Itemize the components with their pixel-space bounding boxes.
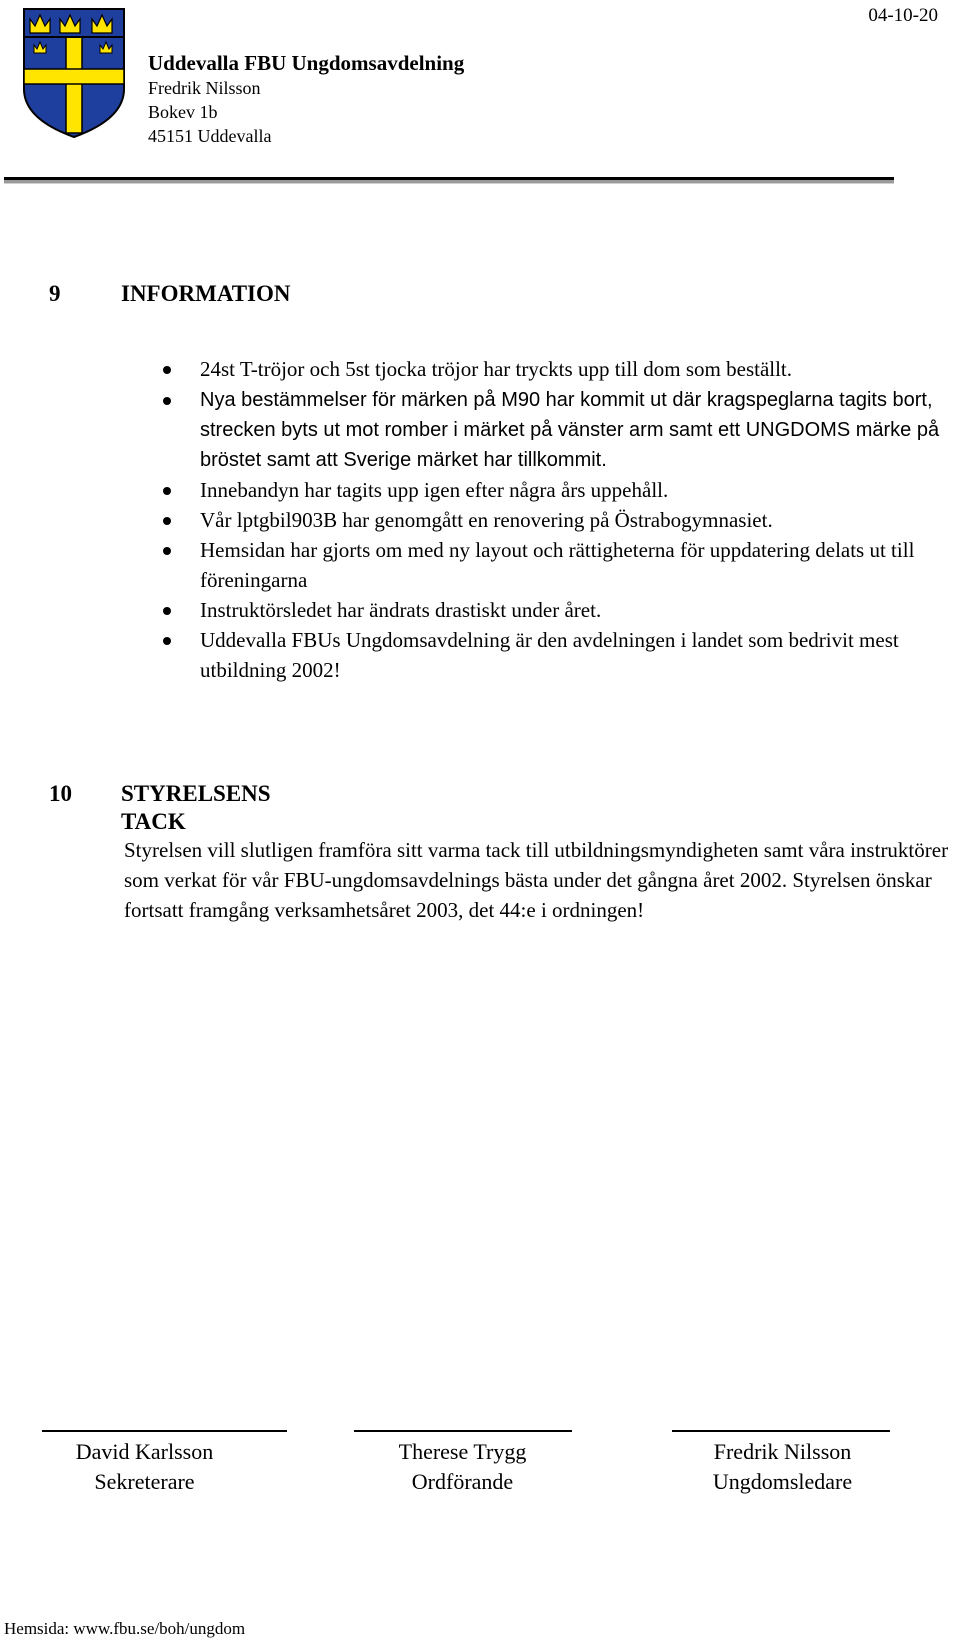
signature-secretary bbox=[22, 1437, 267, 1497]
signatory-name: David Karlsson bbox=[75, 1439, 214, 1464]
sender-address-block bbox=[148, 51, 464, 148]
section-title: STYRELSENS TACK bbox=[121, 781, 271, 834]
postal-address: 45151 Uddevalla bbox=[148, 126, 272, 146]
signatory-name: Therese Trygg bbox=[398, 1439, 527, 1464]
information-list bbox=[160, 354, 950, 685]
signature-line bbox=[672, 1430, 890, 1432]
contact-name: Fredrik Nilsson bbox=[148, 78, 261, 98]
list-item: Innebandyn har tagits upp igen efter några års uppehåll. bbox=[160, 475, 950, 505]
list-item: Uddevalla FBUs Ungdomsavdelning är den avdelningen i landet som bedrivit mest utbildning 2002! bbox=[160, 625, 950, 685]
signature-chairperson bbox=[340, 1437, 585, 1497]
section-title: INFORMATION bbox=[121, 281, 291, 306]
signatory-role: Ungdomsledare bbox=[712, 1469, 853, 1494]
section-number: 9 bbox=[49, 281, 61, 306]
signature-youth-leader bbox=[660, 1437, 905, 1497]
list-item: 24st T-tröjor och 5st tjocka tröjor har tryckts upp till dom som beställt. bbox=[160, 354, 950, 384]
signature-line bbox=[354, 1430, 572, 1432]
signatory-name: Fredrik Nilsson bbox=[713, 1439, 852, 1464]
swedish-coat-of-arms-shield-icon bbox=[22, 7, 126, 139]
signatory-role: Ordförande bbox=[411, 1469, 514, 1494]
header-divider bbox=[4, 177, 894, 180]
list-item: Nya bestämmelser för märken på M90 har kommit ut där kragspeglarna tagits bort, strecken byts ut mot romber i märket på vänster arm samt ett UNGDOMS märke på bröstet samt att Sverige märket har tillkommit. bbox=[160, 385, 950, 475]
thanks-paragraph: Styrelsen vill slutligen framföra sitt varma tack till utbildningsmyndigheten samt våra instruktörer som verkat för vår FBU-ungdomsavdelnings bästa under det gångna året 2002. Styrelsen önskar fortsatt framgång verksamhetsåret 2003, det 44:e i ordningen! bbox=[124, 838, 949, 922]
section-number: 10 bbox=[49, 781, 72, 806]
street-address: Bokev 1b bbox=[148, 102, 218, 122]
website-footer: Hemsida: www.fbu.se/boh/ungdom bbox=[4, 1619, 246, 1638]
list-item: Vår lptgbil903B har genomgått en renovering på Östrabogymnasiet. bbox=[160, 505, 950, 535]
signature-line bbox=[42, 1430, 287, 1432]
organization-name: Uddevalla FBU Ungdomsavdelning bbox=[148, 51, 465, 75]
signatory-role: Sekreterare bbox=[94, 1469, 195, 1494]
list-item: Hemsidan har gjorts om med ny layout och rättigheterna för uppdatering delats ut till föreningarna bbox=[160, 535, 950, 595]
document-date: 04-10-20 bbox=[868, 5, 938, 26]
list-item: Instruktörsledet har ändrats drastiskt under året. bbox=[160, 595, 950, 625]
